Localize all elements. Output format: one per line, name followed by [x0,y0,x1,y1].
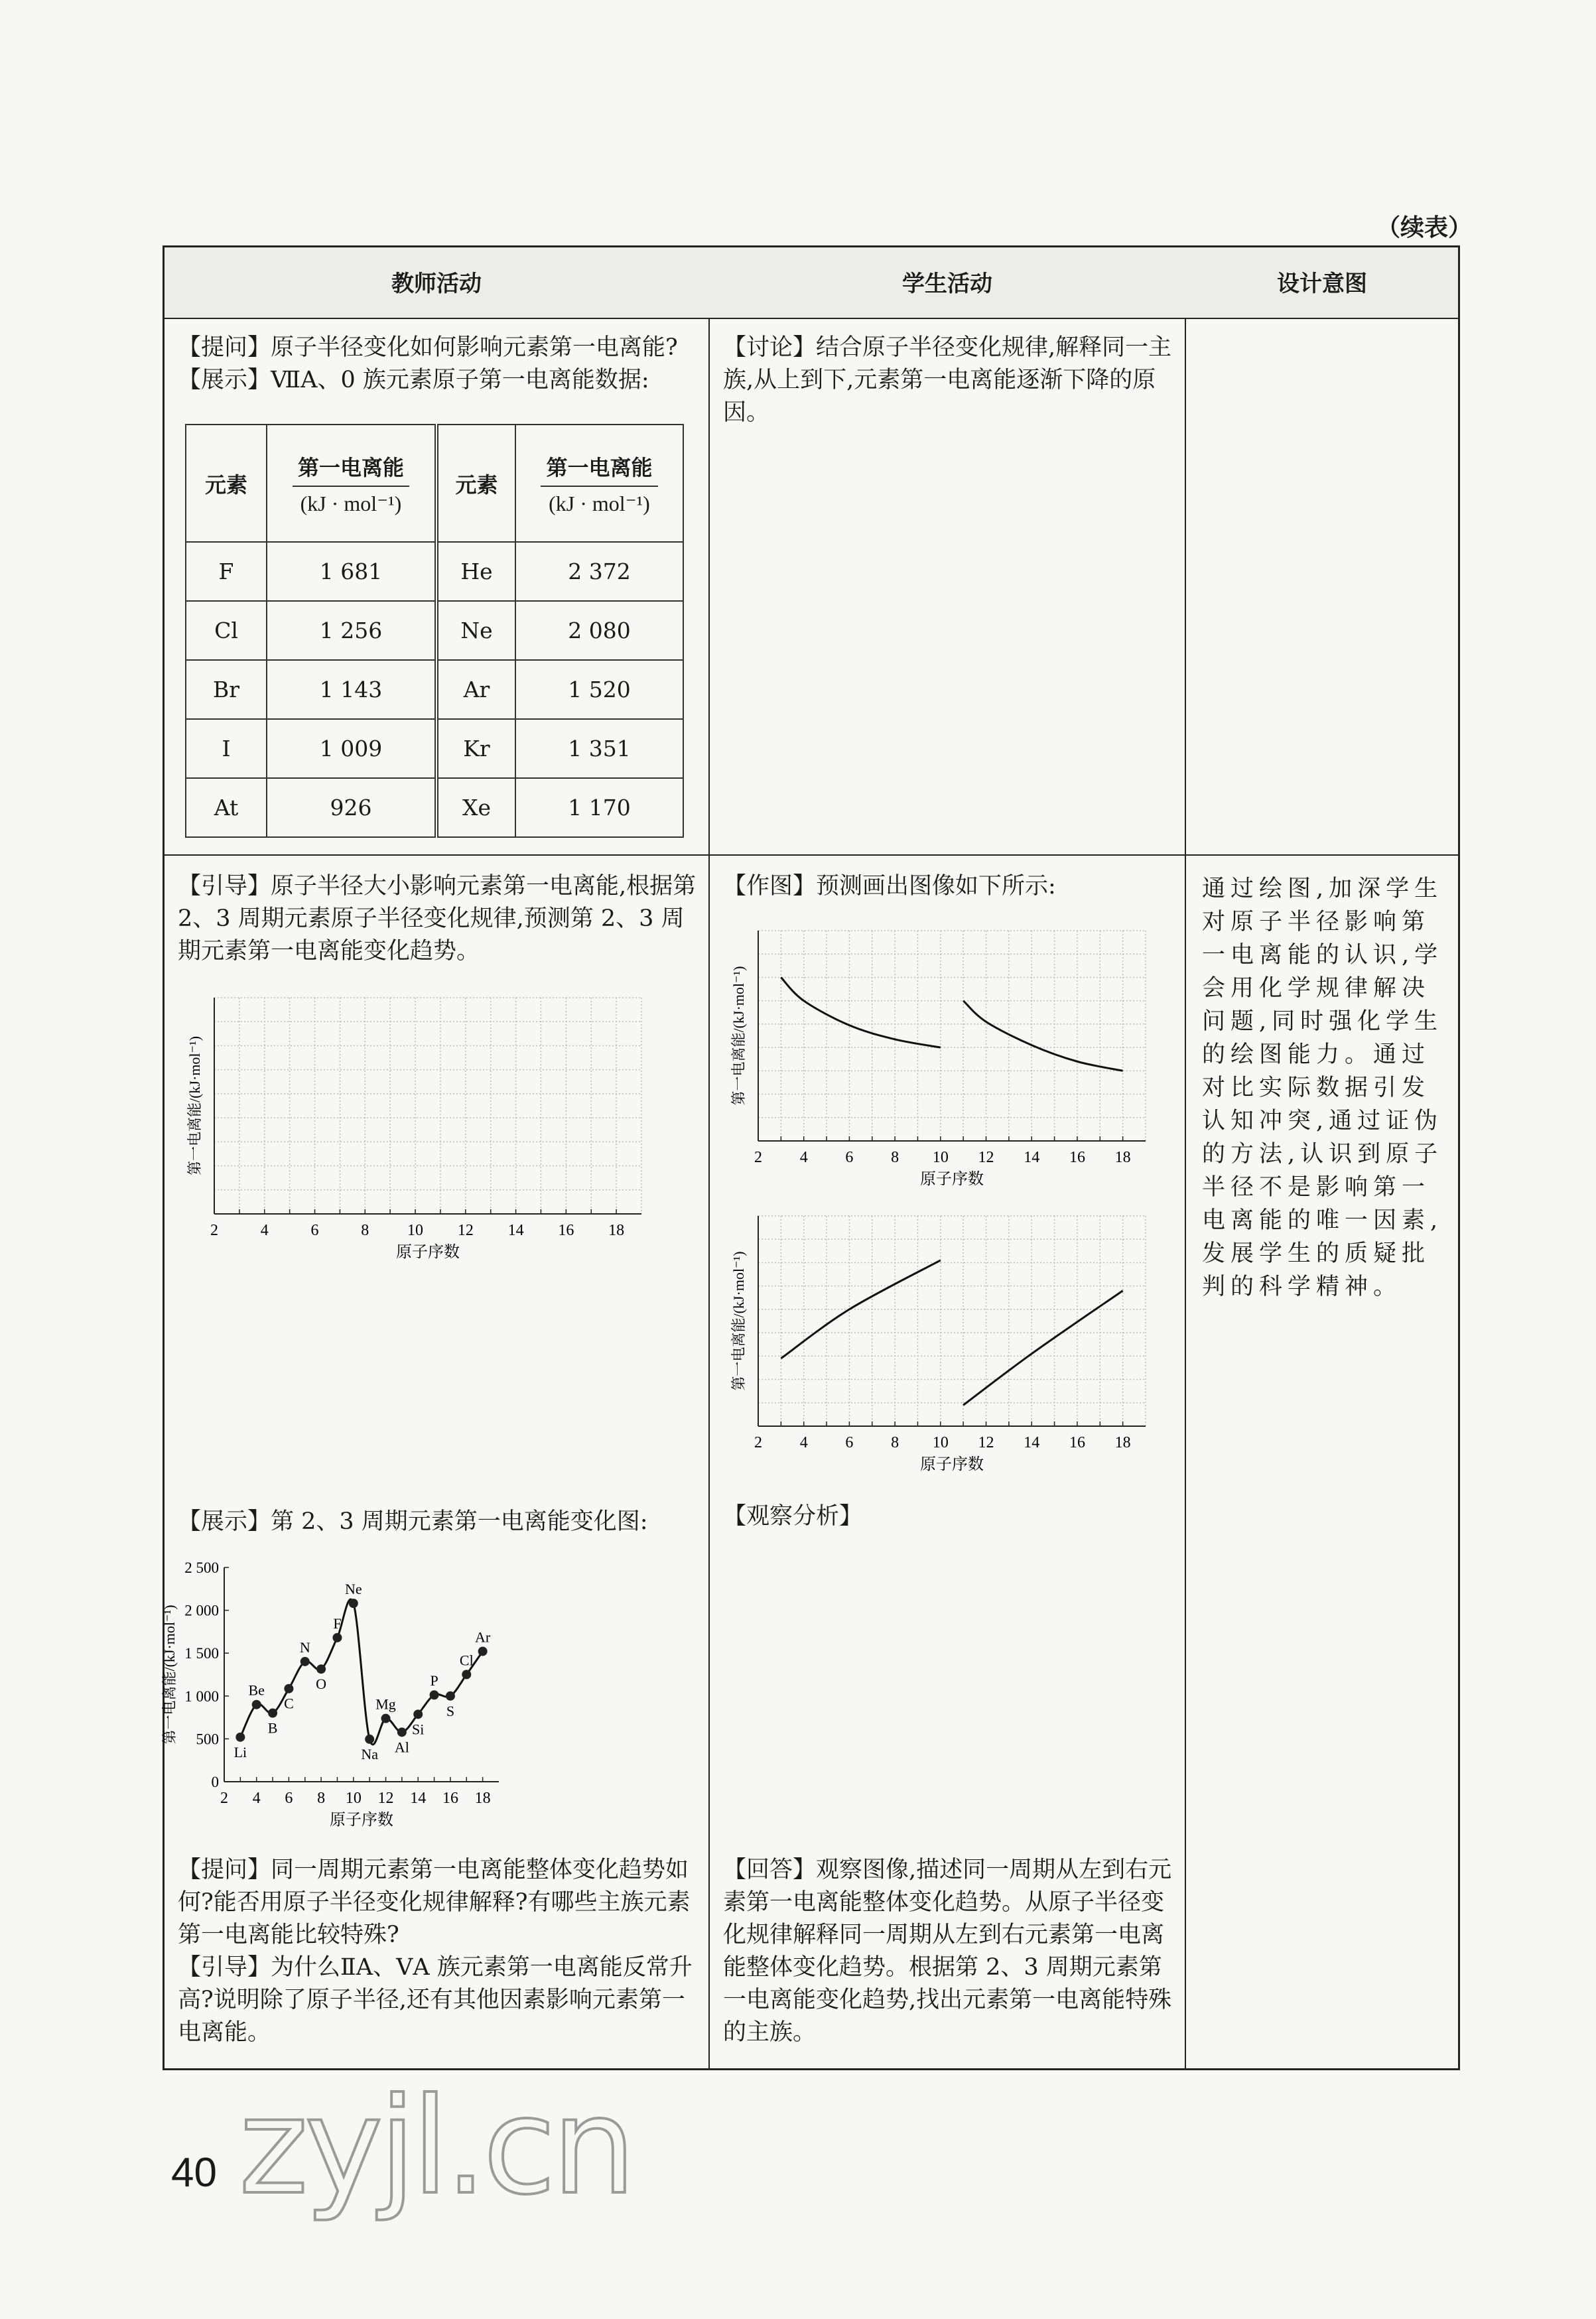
data-label: P [430,1672,438,1690]
x-tick-label: 18 [1114,1149,1131,1166]
column-divider [1185,245,1186,2070]
series-line [963,1001,1122,1071]
x-tick-label: 4 [799,1149,808,1166]
x-tick-label: 10 [345,1790,362,1807]
y-tick-label: 2 500 [184,1559,219,1576]
unit-label: (kJ · mol⁻¹) [549,491,650,515]
data-point [381,1714,391,1723]
x-tick-label: 8 [361,1222,369,1239]
col-energy-header [515,425,683,542]
header-student: 学生活动 [902,271,992,297]
y-tick-label: 2 000 [184,1602,219,1619]
student-observe: 【观察分析】 [723,1503,863,1530]
x-tick-label: 12 [377,1790,394,1807]
x-tick-label: 8 [317,1790,326,1807]
column-divider [708,245,710,2070]
element-cell: Br [186,660,267,719]
data-label: Al [394,1739,409,1756]
data-point [462,1670,471,1679]
table-row [186,778,683,837]
data-point [349,1599,358,1608]
x-tick-label: 16 [1069,1149,1085,1166]
data-point [268,1709,277,1718]
data-label: O [316,1676,327,1693]
x-tick-label: 14 [410,1790,427,1807]
energy-cell: 1 351 [515,719,683,778]
series-line [963,1291,1122,1406]
data-label: C [284,1695,294,1712]
data-label: Cl [459,1652,474,1669]
x-tick-label: 12 [978,1434,994,1451]
y-axis-label: 第一电离能/(kJ·mol⁻¹) [730,966,747,1106]
energy-cell: 926 [267,778,436,837]
data-point [365,1735,374,1744]
element-cell: F [186,542,267,601]
x-tick-label: 16 [1069,1434,1085,1451]
table-border-left [163,245,165,2070]
x-tick-label: 18 [608,1222,625,1239]
x-axis-label: 原子序数 [330,1812,393,1829]
header-design: 设计意图 [1277,271,1367,297]
energy-cell: 1 256 [267,601,436,660]
energy-cell: 1 009 [267,719,436,778]
x-tick-label: 6 [285,1790,293,1807]
table-row [186,719,683,778]
actual-ionization-chart [161,1552,683,1831]
data-point [235,1733,245,1742]
teacher-question-text: 【提问】同一周期元素第一电离能整体变化趋势如何?能否用原子半径变化规律解释?有哪些主族元素第一电离能比较特殊? [178,1857,691,1948]
y-tick-label: 500 [196,1731,219,1748]
data-label: S [446,1702,455,1719]
element-cell: I [186,719,267,778]
data-label: Be [248,1682,265,1699]
data-point [413,1709,423,1719]
x-tick-label: 6 [310,1222,319,1239]
energy-cell: 1 143 [267,660,436,719]
col-energy-header [267,425,436,542]
x-tick-label: 8 [891,1149,899,1166]
data-label: Ne [344,1581,362,1598]
page-number: 40 [171,2150,217,2196]
element-cell: Kr [436,719,515,778]
y-axis-label: 第一电离能/(kJ·mol⁻¹) [161,1605,178,1745]
table-border-right [1458,245,1460,2070]
continued-label: （续表） [1376,214,1473,241]
data-label: Mg [375,1695,396,1713]
energy-cell: 2 372 [515,542,683,601]
data-label: F [333,1615,342,1632]
element-cell: Ne [436,601,515,660]
y-axis-label: 第一电离能/(kJ·mol⁻¹) [186,1035,203,1176]
data-point [284,1684,293,1693]
x-tick-label: 4 [252,1790,261,1807]
data-point [446,1691,455,1701]
student-draw: 【作图】预测画出图像如下所示: [723,873,1056,899]
table-row [186,542,683,601]
data-label: Li [233,1743,247,1760]
teacher-question-line: 【提问】原子半径变化如何影响元素第一电离能? [178,334,678,361]
x-tick-label: 10 [932,1434,949,1451]
row-divider [163,318,1460,319]
element-cell: Xe [436,778,515,837]
data-point [478,1646,488,1656]
x-tick-label: 4 [260,1222,269,1239]
element-cell: At [186,778,267,837]
x-tick-label: 10 [407,1222,424,1239]
table-row [186,660,683,719]
x-tick-label: 16 [558,1222,574,1239]
x-tick-label: 4 [799,1434,808,1451]
col-element-header: 元素 [436,425,515,542]
header-teacher: 教师活动 [391,271,482,297]
x-tick-label: 2 [754,1434,762,1451]
x-tick-label: 8 [891,1434,899,1451]
x-tick-label: 2 [210,1222,218,1239]
element-cell: He [436,542,515,601]
x-tick-label: 2 [754,1149,762,1166]
ionization-data-table [185,424,684,838]
data-label: Na [361,1745,379,1762]
x-tick-label: 6 [845,1434,854,1451]
element-cell: Cl [186,601,267,660]
energy-cell: 1 520 [515,660,683,719]
x-tick-label: 18 [474,1790,491,1807]
data-point [300,1657,310,1666]
y-tick-label: 1 000 [184,1688,219,1705]
student-answer: 【回答】观察图像,描述同一周期从左到右元素第一电离能整体变化趋势。从原子半径变化规律解释同一周期从左到右元素第一电离能整体变化趋势。根据第 2、3 周期元素第一电离能变化趋势,找出元素第一电离能特殊的主族。 [723,1857,1172,2046]
y-tick-label: 1 500 [184,1645,219,1662]
design-intent: 通过绘图,加深学生对原子半径影响第一电离能的认识,学会用化学规律解决问题,同时强化学生的绘图能力。通过对比实际数据引发认知冲突,通过证伪的方法,认识到原子半径不是影响第一电离能的唯一因素,发展学生的质疑批判的科学精神。 [1202,876,1443,1300]
y-axis-label: 第一电离能/(kJ·mol⁻¹) [730,1251,747,1391]
x-tick-label: 18 [1114,1434,1131,1451]
x-tick-label: 2 [220,1790,228,1807]
table-body [186,542,683,837]
x-tick-label: 14 [1024,1149,1040,1166]
data-label: Si [412,1721,425,1738]
teacher-question [178,1854,702,2049]
data-point [252,1700,261,1709]
watermark: zyjl.cn [239,2070,632,2224]
x-tick-label: 6 [845,1149,854,1166]
energy-label: 第一电离能 [293,451,409,487]
x-tick-label: 10 [932,1149,949,1166]
row-divider [163,854,1460,856]
blank-grid-chart [166,982,670,1267]
x-tick-label: 16 [442,1790,458,1807]
energy-label: 第一电离能 [541,451,657,487]
series-line [781,977,940,1047]
data-label: Ar [475,1628,491,1646]
energy-cell: 1 681 [267,542,436,601]
teacher-show: 【展示】第 2、3 周期元素第一电离能变化图: [178,1508,648,1535]
x-axis-label: 原子序数 [920,1171,984,1188]
data-point [316,1664,326,1674]
y-tick-label: 0 [211,1774,219,1790]
data-point [397,1727,407,1737]
energy-cell: 2 080 [515,601,683,660]
element-cell: Ar [436,660,515,719]
x-tick-label: 14 [1024,1434,1040,1451]
prediction-chart-2 [720,1204,1171,1476]
prediction-chart-1 [720,919,1171,1191]
student-discussion: 【讨论】结合原子半径变化规律,解释同一主族,从上到下,元素第一电离能逐渐下降的原因。 [723,334,1172,426]
data-label: B [267,1719,278,1737]
unit-label: (kJ · mol⁻¹) [300,491,402,515]
x-axis-label: 原子序数 [396,1244,460,1261]
teacher-row1 [178,332,702,397]
x-tick-label: 14 [507,1222,524,1239]
energy-cell: 1 170 [515,778,683,837]
data-point [332,1633,342,1642]
teacher-guide2-text: 【引导】为什么ⅡA、ⅤA 族元素第一电离能反常升高?说明除了原子半径,还有其他因素影响元素第一电离能。 [178,1954,693,2046]
data-point [430,1690,439,1699]
teacher-show-line: 【展示】ⅦA、0 族元素原子第一电离能数据: [178,367,649,393]
col-element-header: 元素 [186,425,267,542]
teacher-guide: 【引导】原子半径大小影响元素第一电离能,根据第 2、3 周期元素原子半径变化规律,预测第 2、3 周期元素第一电离能变化趋势。 [178,873,697,964]
data-label: N [299,1638,310,1656]
x-tick-label: 12 [457,1222,474,1239]
x-axis-label: 原子序数 [920,1456,984,1473]
x-tick-label: 12 [978,1149,994,1166]
table-row [186,601,683,660]
